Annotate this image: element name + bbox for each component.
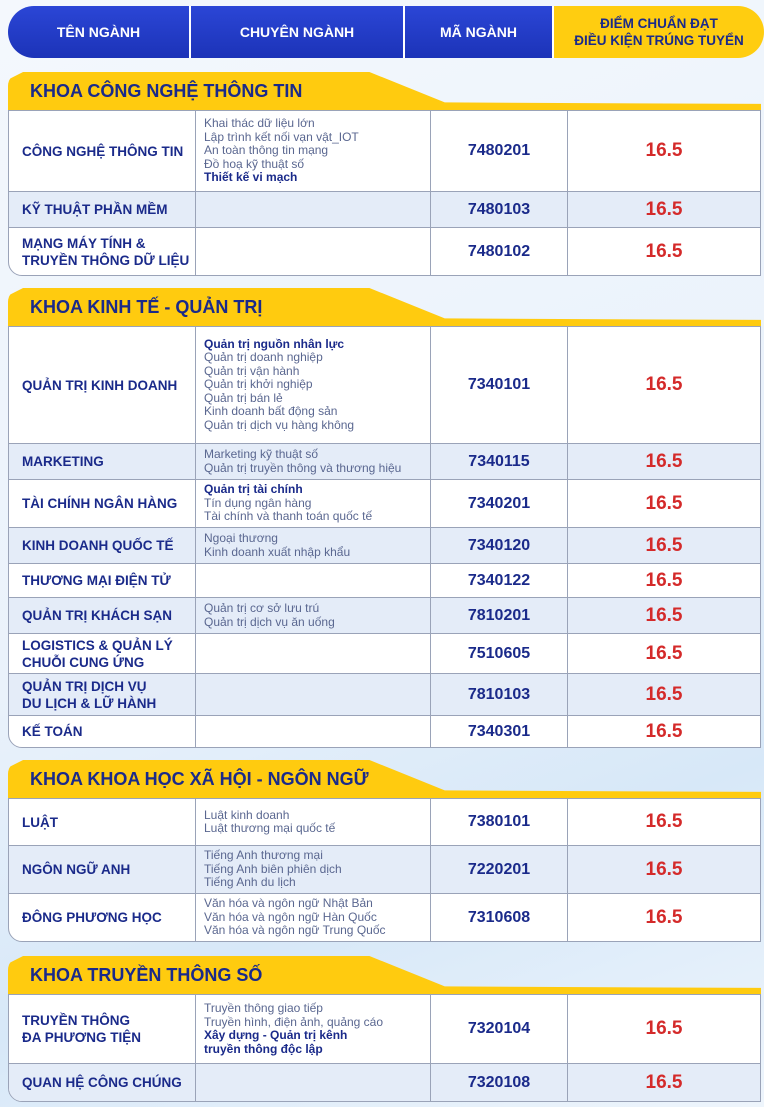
- table-row: [9, 673, 760, 715]
- major-name-text: [22, 537, 174, 554]
- table-row: [9, 479, 760, 527]
- specialization-item: Tiếng Anh du lịch: [204, 875, 296, 890]
- specializations: [196, 564, 431, 597]
- table-row: [9, 715, 760, 747]
- specialization-item: Quản trị bán lẻ: [204, 390, 283, 405]
- cutoff-score: 16.5: [645, 811, 683, 832]
- specializations: [196, 995, 431, 1063]
- major-name-line: QUẢN TRỊ DỊCH VỤ: [22, 678, 147, 694]
- cutoff-score: 16.5: [645, 534, 683, 556]
- cutoff-score: 16.5: [645, 683, 683, 705]
- specializations: [196, 846, 431, 893]
- major-name: [9, 192, 196, 227]
- major-name-line: NGÔN NGỮ ANH: [22, 862, 131, 877]
- major-name-text: [22, 814, 58, 831]
- table-row: [9, 845, 760, 893]
- specialization-item: Quản trị khởi nghiệp: [204, 377, 313, 392]
- table-row: [9, 527, 760, 563]
- major-name: [9, 598, 196, 633]
- specialization-item: Marketing kỹ thuật số: [204, 447, 319, 461]
- specialization-item: Quản trị dịch vụ ăn uống: [204, 614, 335, 629]
- major-name-line: CÔNG NGHỆ THÔNG TIN: [22, 143, 184, 159]
- faculty-section-kinh-te-quan-tri: [8, 288, 761, 748]
- major-name: [9, 634, 196, 673]
- major-code: 7320108: [431, 1064, 568, 1101]
- faculty-banner: [8, 288, 761, 326]
- table-header: [8, 6, 764, 58]
- major-name-text: [22, 377, 177, 394]
- specializations: [196, 1064, 431, 1101]
- specializations: [196, 598, 431, 633]
- major-name: [9, 327, 196, 443]
- faculty-section-truyen-thong-so: [8, 956, 761, 1102]
- specializations: [196, 444, 431, 479]
- major-code: 7810201: [431, 598, 568, 633]
- specialization-item: Tín dụng ngân hàng: [204, 495, 312, 510]
- specialization-item: Quản trị cơ sở lưu trú: [204, 601, 320, 615]
- major-name: [9, 846, 196, 893]
- major-name: [9, 444, 196, 479]
- specialization-item: Quản trị tài chính: [204, 482, 303, 497]
- faculty-section-khoa-hoc-xa-hoi-ngon-ngu: [8, 760, 761, 942]
- cutoff-score: 16.5: [645, 858, 683, 880]
- table-row: [9, 1063, 760, 1101]
- specializations: [196, 634, 431, 673]
- major-name-line: KỸ THUẬT PHẦN MỀM: [22, 202, 168, 217]
- cutoff-score: 16.5: [645, 450, 683, 472]
- major-name: [9, 995, 196, 1063]
- major-name: [9, 716, 196, 747]
- major-name-line: ĐÔNG PHƯƠNG HỌC: [22, 910, 162, 925]
- major-code: 7340120: [431, 528, 568, 563]
- specializations: [196, 192, 431, 227]
- specialization-item: truyền thông độc lập: [204, 1041, 323, 1056]
- major-name-text: [22, 637, 173, 671]
- majors-table: [8, 326, 761, 748]
- major-code: 7220201: [431, 846, 568, 893]
- specializations: [196, 111, 431, 191]
- table-row: [9, 597, 760, 633]
- table-row: [9, 327, 760, 443]
- major-name-text: [22, 143, 183, 160]
- major-name-text: [22, 572, 171, 589]
- faculty-banner: [8, 956, 761, 994]
- specialization-item: Kinh doanh bất động sản: [204, 404, 338, 419]
- major-code: 7320104: [431, 995, 568, 1063]
- header-major-code: MÃ NGÀNH: [405, 6, 554, 58]
- cutoff-score: 16.5: [645, 1071, 683, 1093]
- specializations: [196, 228, 431, 275]
- specialization-item: Luật thương mại quốc tế: [204, 821, 336, 835]
- faculty-banner: [8, 760, 761, 798]
- table-row: [9, 443, 760, 479]
- faculty-banner: [8, 72, 761, 110]
- major-code: 7480102: [431, 228, 568, 275]
- specialization-item: Ngoại thương: [204, 531, 278, 545]
- specialization-item: Quản trị nguồn nhân lực: [204, 336, 345, 351]
- cutoff-score: 16.5: [645, 374, 683, 395]
- major-name: [9, 799, 196, 845]
- specialization-item: Tiếng Anh thương mại: [204, 848, 323, 863]
- major-name-text: [22, 453, 104, 470]
- major-name-line: LUẬT: [22, 814, 58, 830]
- major-name-line: QUẢN TRỊ KINH DOANH: [22, 377, 178, 393]
- specialization-item: Kinh doanh xuất nhập khẩu: [204, 544, 351, 559]
- major-name-line: THƯƠNG MẠI ĐIỆN TỬ: [22, 573, 171, 588]
- header-cutoff-score: [554, 6, 764, 58]
- specialization-item: Quản trị truyền thông và thương hiệu: [204, 460, 402, 475]
- specialization-item: Đồ hoạ kỹ thuật số: [204, 156, 305, 171]
- majors-table: [8, 994, 761, 1102]
- major-name-text: [22, 861, 130, 878]
- major-name: [9, 564, 196, 597]
- specialization-item: Quản trị dịch vụ hàng không: [204, 417, 355, 432]
- major-name-text: [22, 235, 189, 269]
- specialization-item: Tiếng Anh biên phiên dịch: [204, 861, 342, 876]
- major-name: [9, 674, 196, 715]
- table-row: [9, 893, 760, 941]
- specialization-item: Lập trình kết nối vạn vật_IOT: [204, 129, 359, 144]
- header-specialization: CHUYÊN NGÀNH: [191, 6, 405, 58]
- specialization-item: Khai thác dữ liệu lớn: [204, 116, 315, 131]
- specialization-item: Xây dựng - Quản trị kênh: [204, 1028, 348, 1042]
- major-name-line: QUAN HỆ CÔNG CHÚNG: [22, 1075, 182, 1090]
- specialization-item: Văn hóa và ngôn ngữ Trung Quốc: [204, 923, 386, 938]
- major-name-line: QUẢN TRỊ KHÁCH SẠN: [22, 608, 172, 623]
- faculty-title: KHOA KINH TẾ - QUẢN TRỊ: [30, 297, 263, 317]
- major-code: 7340201: [431, 480, 568, 527]
- major-name-line: TRUYỀN THÔNG: [22, 1013, 130, 1028]
- specializations: [196, 799, 431, 845]
- table-row: [9, 563, 760, 597]
- major-code: 7340115: [431, 444, 568, 479]
- major-name-line: ĐA PHƯƠNG TIỆN: [22, 1030, 141, 1045]
- major-name-text: [22, 723, 83, 740]
- majors-table: [8, 110, 761, 276]
- major-name-line: KẾ TOÁN: [22, 724, 83, 739]
- major-code: 7810103: [431, 674, 568, 715]
- major-name-text: [22, 1074, 182, 1091]
- cutoff-score: 16.5: [645, 642, 683, 664]
- cutoff-score: 16.5: [645, 240, 683, 262]
- major-name-text: [22, 201, 168, 218]
- major-code: 7340101: [431, 327, 568, 443]
- major-code: 7480103: [431, 192, 568, 227]
- table-row: [9, 633, 760, 673]
- major-name-line: LOGISTICS & QUẢN LÝ: [22, 637, 173, 653]
- cutoff-score: 16.5: [645, 720, 683, 742]
- cutoff-score: 16.5: [645, 1018, 683, 1039]
- table-row: [9, 191, 760, 227]
- specialization-item: Luật kinh doanh: [204, 807, 290, 822]
- major-code: 7380101: [431, 799, 568, 845]
- specializations: [196, 528, 431, 563]
- cutoff-score: 16.5: [645, 198, 683, 220]
- specialization-item: Văn hóa và ngôn ngữ Hàn Quốc: [204, 909, 377, 924]
- major-name-line: MARKETING: [22, 454, 104, 469]
- specialization-item: Truyền hình, điện ảnh, quảng cáo: [204, 1014, 384, 1029]
- major-name-text: [22, 909, 162, 926]
- specialization-item: Truyền thông giao tiếp: [204, 1001, 323, 1015]
- major-name: [9, 1064, 196, 1101]
- major-code: 7340122: [431, 564, 568, 597]
- major-code: 7510605: [431, 634, 568, 673]
- major-name: [9, 480, 196, 527]
- table-row: [9, 799, 760, 845]
- major-name-line: TRUYỀN THÔNG DỮ LIỆU: [22, 252, 190, 268]
- major-name-line: TÀI CHÍNH NGÂN HÀNG: [22, 496, 178, 511]
- specialization-item: An toàn thông tin mạng: [204, 143, 329, 158]
- faculty-title: KHOA TRUYỀN THÔNG SỐ: [30, 965, 263, 985]
- major-name: [9, 111, 196, 191]
- header-cutoff-line2: ĐIỀU KIỆN TRÚNG TUYỂN: [574, 33, 744, 48]
- header-cutoff-line1: ĐIỂM CHUẨN ĐẠT: [600, 16, 718, 31]
- table-row: [9, 995, 760, 1063]
- major-name-text: [22, 607, 172, 624]
- cutoff-score: 16.5: [645, 140, 683, 161]
- specializations: [196, 674, 431, 715]
- major-code: 7480201: [431, 111, 568, 191]
- specialization-item: Thiết kế vi mạch: [204, 170, 298, 185]
- table-row: [9, 111, 760, 191]
- specialization-item: Quản trị doanh nghiệp: [204, 350, 323, 365]
- faculty-section-cong-nghe-thong-tin: [8, 72, 761, 276]
- major-name: [9, 528, 196, 563]
- table-row: [9, 227, 760, 275]
- specialization-item: Quản trị vận hành: [204, 363, 300, 378]
- major-code: 7340301: [431, 716, 568, 747]
- cutoff-score: 16.5: [645, 604, 683, 626]
- specializations: [196, 894, 431, 941]
- specialization-item: Tài chính và thanh toán quốc tế: [204, 509, 373, 524]
- faculty-title: KHOA KHOA HỌC XÃ HỘI - NGÔN NGỮ: [30, 769, 369, 789]
- major-name-line: KINH DOANH QUỐC TẾ: [22, 538, 174, 553]
- majors-table: [8, 798, 761, 942]
- cutoff-score: 16.5: [645, 492, 683, 514]
- major-name-line: CHUỖI CUNG ỨNG: [22, 654, 145, 670]
- cutoff-score: 16.5: [645, 569, 683, 591]
- specializations: [196, 716, 431, 747]
- cutoff-score: 16.5: [645, 906, 683, 928]
- major-name-text: [22, 678, 156, 712]
- major-name-line: DU LỊCH & LỮ HÀNH: [22, 695, 157, 711]
- major-name-text: [22, 495, 177, 512]
- major-name-text: [22, 1012, 141, 1046]
- major-name: [9, 894, 196, 941]
- specializations: [196, 327, 431, 443]
- faculty-title: KHOA CÔNG NGHỆ THÔNG TIN: [30, 81, 303, 101]
- specializations: [196, 480, 431, 527]
- major-code: 7310608: [431, 894, 568, 941]
- major-name: [9, 228, 196, 275]
- header-major-name: TÊN NGÀNH: [8, 6, 191, 58]
- specialization-item: Văn hóa và ngôn ngữ Nhật Bản: [204, 896, 373, 911]
- major-name-line: MẠNG MÁY TÍNH &: [22, 235, 146, 251]
